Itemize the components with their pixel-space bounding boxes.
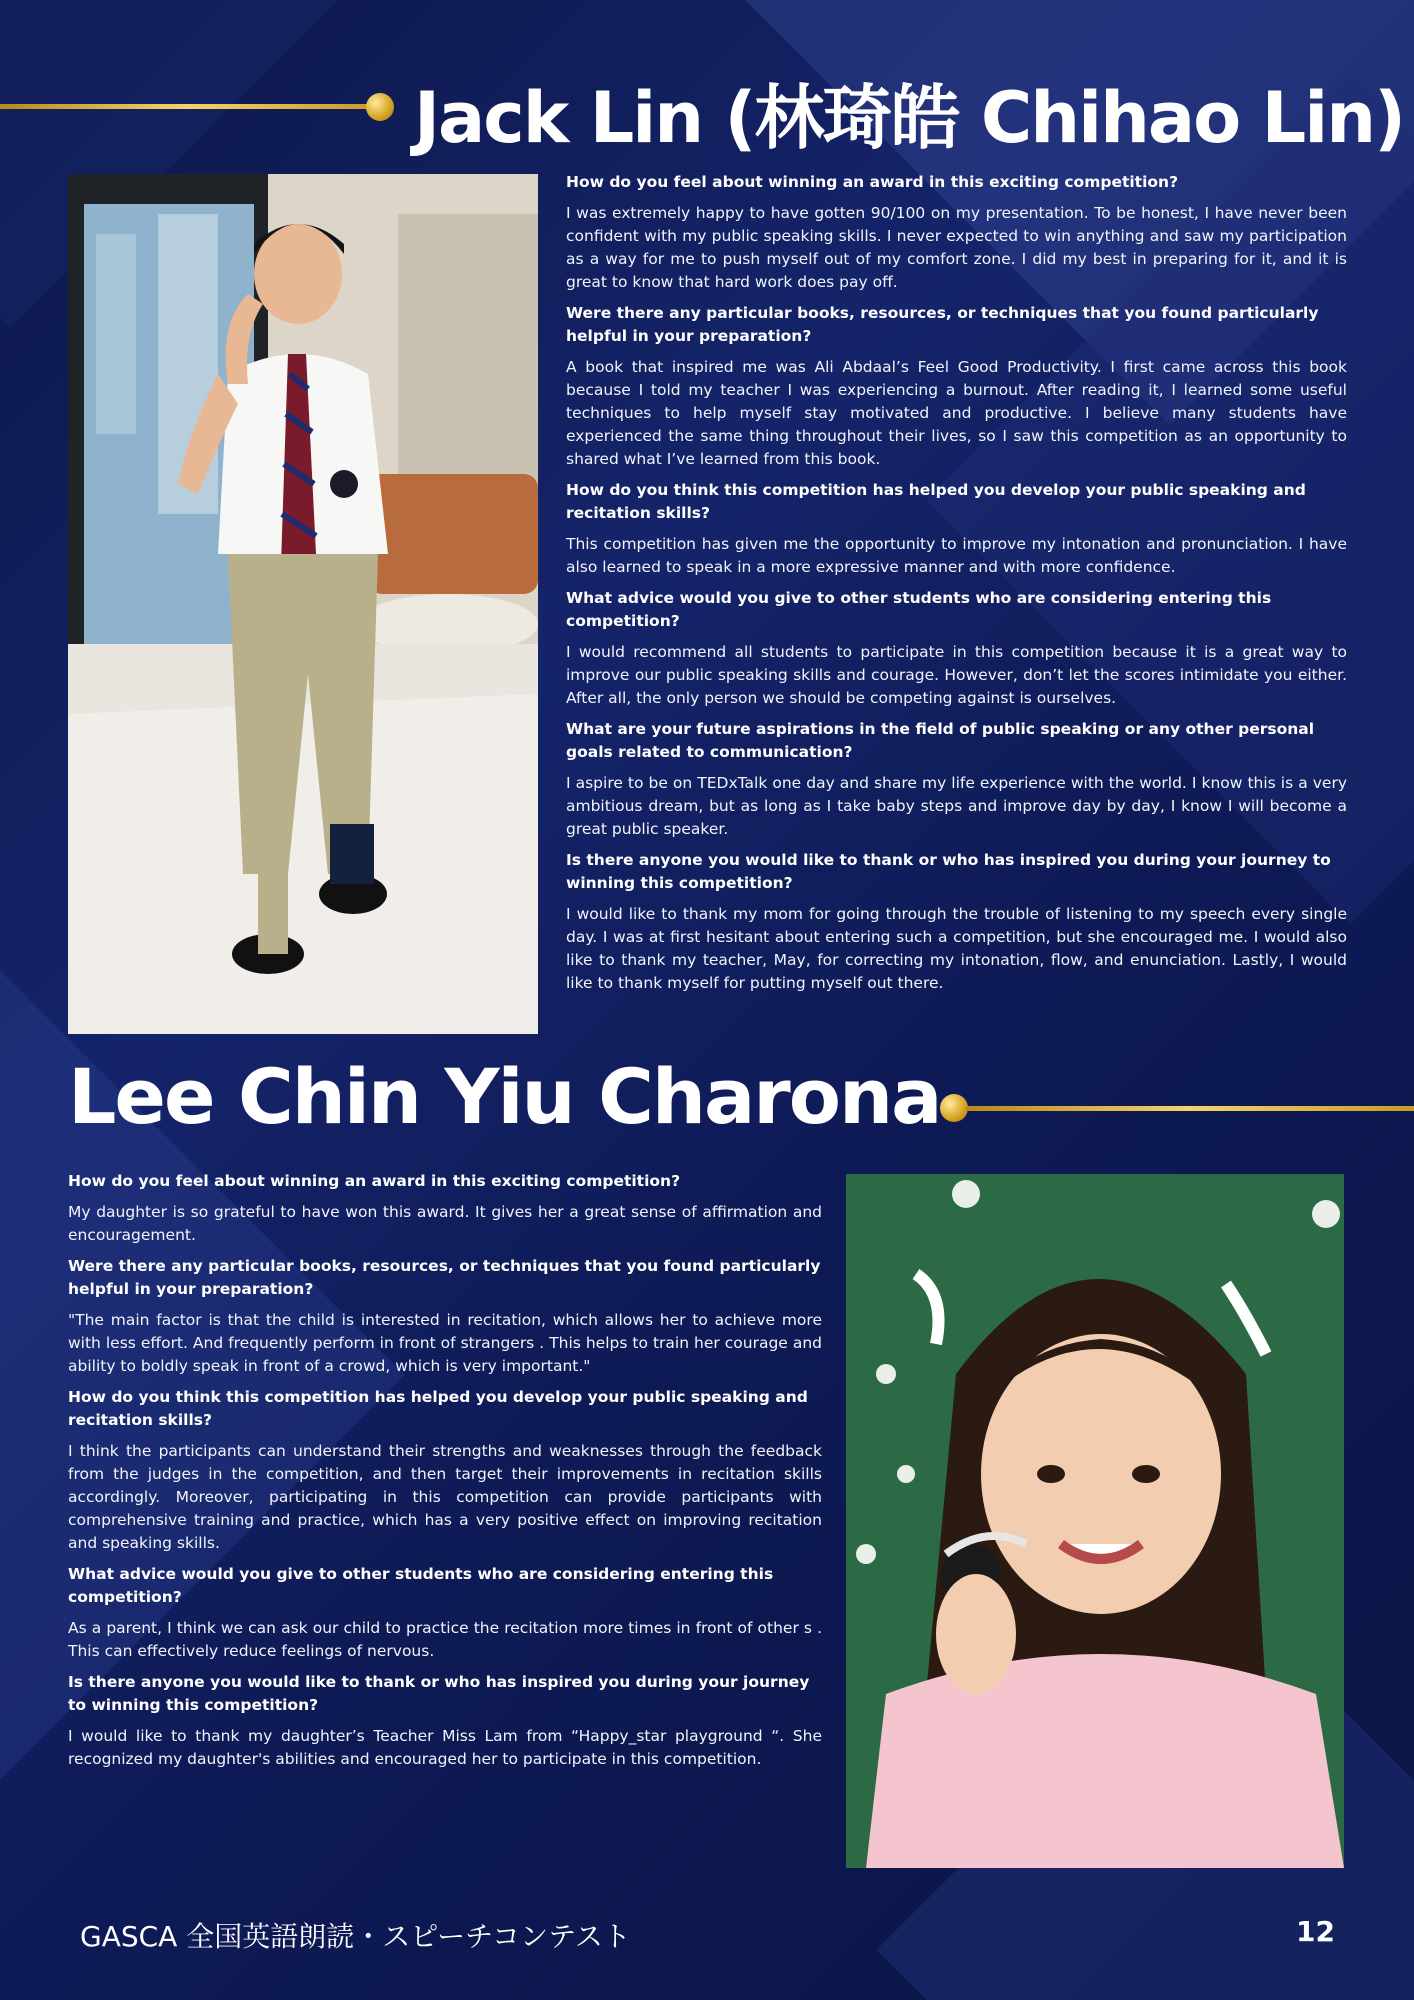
answer: As a parent, I think we can ask our child to practice the recitation more times in front of other s . This can effectively reduce feelings of nervous. xyxy=(68,1619,822,1660)
question: How do you feel about winning an award in this exciting competition? xyxy=(566,173,1179,191)
question: Is there anyone you would like to thank or who has inspired you during your journey to winning this competition? xyxy=(68,1673,810,1714)
question: How do you feel about winning an award in this exciting competition? xyxy=(68,1172,681,1190)
answer: I think the participants can understand their strengths and weaknesses through the feedback from the judges in the competition, and then target their improvements in recitation skills accordingly. Moreover, participating in this competition can provide participants with comprehensive training and practice, which has a very positive effect on improving recitation and speaking skills. xyxy=(68,1442,822,1552)
profile-1-interview xyxy=(566,171,1347,1003)
profile-1-title: Jack Lin (林琦皓 Chihao Lin) xyxy=(414,77,1405,159)
answer: My daughter is so grateful to have won this award. It gives her a great sense of affirmation and encouragement. xyxy=(68,1203,822,1244)
answer: I aspire to be on TEDxTalk one day and share my life experience with the world. I know this is a very ambitious dream, but as long as I take baby steps and improve day by day, I know I will become a great public speaker. xyxy=(566,774,1347,838)
profile-2-title: Lee Chin Yiu Charona xyxy=(68,1052,941,1141)
answer: I would like to thank my daughter’s Teacher Miss Lam from “Happy_star playground “. She recognized my daughter's abilities and encouraged her to participate in this competition. xyxy=(68,1727,822,1768)
gold-accent-line xyxy=(0,104,372,109)
question: Is there anyone you would like to thank or who has inspired you during your journey to winning this competition? xyxy=(566,851,1331,892)
page-number: 12 xyxy=(1296,1915,1335,1948)
student-girl-photo xyxy=(846,1174,1344,1868)
gold-accent-line xyxy=(966,1106,1414,1111)
profile-2-photo xyxy=(846,1174,1344,1868)
gold-accent-dot xyxy=(940,1094,968,1122)
answer: I was extremely happy to have gotten 90/100 on my presentation. To be honest, I have never been confident with my public speaking skills. I never expected to win anything and saw my participation as a way for me to push myself out of my comfort zone. I did my best in preparing for it, and it is great to know that hard work does pay off. xyxy=(566,204,1347,291)
question: How do you think this competition has helped you develop your public speaking and recitation skills? xyxy=(566,481,1306,522)
gold-accent-dot xyxy=(366,93,394,121)
answer: I would like to thank my mom for going through the trouble of listening to my speech every single day. I was at first hesitant about entering such a competition, but she encouraged me. I would also like to thank my teacher, May, for correcting my intonation, flow, and enunciation. Lastly, I would like to thank myself for putting myself out there. xyxy=(566,905,1347,992)
question: What advice would you give to other students who are considering entering this competition? xyxy=(68,1565,774,1606)
question: Were there any particular books, resources, or techniques that you found particularly helpful in your preparation? xyxy=(68,1257,821,1298)
answer: I would recommend all students to participate in this competition because it is a great way to improve our public speaking skills and courage. However, don’t let the scores intimidate you either. After all, the only person we should be competing against is ourselves. xyxy=(566,643,1347,707)
answer: "The main factor is that the child is interested in recitation, which allows her to achieve more with less effort. And frequently perform in front of strangers . This helps to train her courage and ability to boldly speak in front of a crowd, which is very important." xyxy=(68,1311,822,1375)
answer: This competition has given me the opportunity to improve my intonation and pronunciation. I have also learned to speak in a more expressive manner and with more confidence. xyxy=(566,535,1347,576)
question: Were there any particular books, resources, or techniques that you found particularly helpful in your preparation? xyxy=(566,304,1319,345)
profile-1-photo xyxy=(68,174,538,1034)
answer: A book that inspired me was Ali Abdaal’s Feel Good Productivity. I first came across this book because I told my teacher I was experiencing a burnout. After reading it, I learned some useful techniques to help myself stay motivated and productive. I believe many students have experienced the same thing throughout their lives, so I saw this competition as an opportunity to shared what I’ve learned from this book. xyxy=(566,358,1347,468)
question: What advice would you give to other students who are considering entering this competition? xyxy=(566,589,1272,630)
footer-publication-title: GASCA 全国英語朗読・スピーチコンテスト xyxy=(80,1920,631,1953)
student-boy-photo xyxy=(68,174,538,1034)
question: How do you think this competition has helped you develop your public speaking and recitation skills? xyxy=(68,1388,808,1429)
question: What are your future aspirations in the field of public speaking or any other personal goals related to communication? xyxy=(566,720,1315,761)
profile-2-interview xyxy=(68,1170,822,1779)
